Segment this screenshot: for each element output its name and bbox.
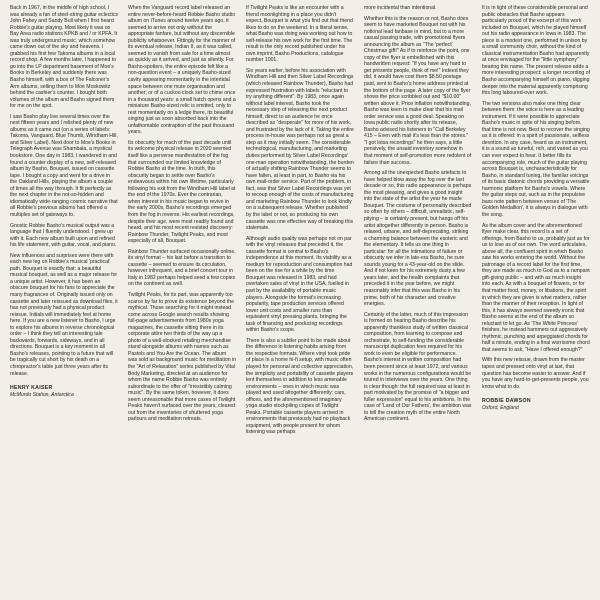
paragraph: Its obscurity for much of the past decade until its welcome physical release in 2020 seemed itself like a perverse manifestation of the fog that surrounded our limited knowledge of Robbie Basho at the time. In truth, this obscurity began to settle over Basho's endeavours within his own lifetime, particularly following his exit from the Windham Hill label at the end of the 1970s. Ever the contrarian, when interest in his music began to revive in the early 2000s, Basho's recordings emerged from the fog in reverse. His earliest recordings, despite their age, were most readily found and heard, and his most recent resisted discovery: Rainbow Thunder, Twilight Peaks, and most especially of all, Bouquet.: [128, 139, 236, 245]
text-column-2: [128, 5, 236, 596]
paragraph: There is also a subtler point to be made about the difference in listening habits arising from the respective formats. Where vinyl took pride of place in a home hi-fi setup, with music often played for personal and collective appreciation, the simplicity and portability of cassette players lent themselves in addition to less amenable environments – ones in which music was played and used altogether differently: cars, offices, and the aforementioned imaginary yoga studio stockpiling copies of Twilight Peaks. Portable cassette players arrived in environments that previously had no playback equipment, with people present for whom listening was perhaps: [246, 337, 354, 436]
paragraph: When the Vanguard record label released an entire never-before-heard Robbie Basho studio album on iTunes around twelve years ago, it seemed to arrive not only without the appropriate fanfare, but without any discernible publicity whatsoever. Fittingly for the manner of its eventual release, Indian II, as it was called, seemed to vanish from sale for a time almost as quickly as it arrived, and just as silently. For Basho-spotters, the entire episode felt like a non-question event – a uniquely Basho-sized cavity appearing momentarily in the intertidal space between one mute organisation and another; or of a cuckoo clock set to chime once in a thousand years: a small hatch opens and a miniature Basho-sized relic is emitted, only to rest momentarily on a ledge there, its beautiful singing just as soon absorbed back into the unfathomable contraption of the past thousand years.: [128, 5, 236, 136]
paragraph: Rainbow Thunder surfaced occasionally online, its vinyl format – his last before a transition to cassette – seemed to ensure its circulation, however infrequent, and a brief concert tour in Italy in 1982 perhaps helped seed a few copies on the continent as well.: [128, 248, 236, 288]
text-column-3: [246, 5, 354, 596]
author-location: McMurdo Station, Antarctica: [10, 392, 74, 399]
paragraph: Whether this is the reason or not, Basho does seem to have marketed Bouquet not with his notional lead fanbase in mind, but to a more casual passing trade, with promotional flyers announcing the album as "The 'perfect' Christmas gift!" As if to reinforce the point, one copy of the flyer is embellished with this handwritten request: "If you have any hard to get presents people, think of me!" Indeed they did, it would have cost them $8.50 postage paid, sent to Basho's home address printed at the bottom of the page. A later copy of the flyer shows the price scribbled out and "$10.00" written above it. Price inflation notwithstanding, Basho was keen to make clear that his mail order service was a good deal. Speaking on Iowa public radio shortly after its release, Basho advised his listeners to "Call Berkeley 415 – Even with mail it's less than the stores." "I got lotsa recordings" he then says, a little pensively, the unsaid inventory somehow in that moment of self-promotion more redolent of failure than success.: [364, 15, 472, 166]
paragraph: Six years earlier, before his association with Windham Hill and then Silver Label Recordings (which released Rainbow Thunder), Basho had expressed frustration with labels "reluctant to try anything different". By 1983, once again without label interest, Basho took the necessary step of releasing the next product himself, direct to an audience he once described as "desperate" for more of his work, and frustrated by the lack of it. Taking the entire process in-house was perhaps not as great a step as it may initially seem. The considerable technological, manufacturing, and marketing duties performed by Silver Label Recordings' one-man operation notwithstanding, the burden of actually shifting Rainbow Thunder seems to have fallen, at least in part, to Basho via his own mail-order service. Part of the problem, in fact, was that Silver Label Recordings was yet to recoup enough of the costs of manufacturing and marketing Rainbow Thunder to look kindly on a subsequent release. Whether published by the label or not, so producing his own cassette was one effective way of breaking this stalemate.: [246, 67, 354, 232]
author-location: Oxford, England: [482, 405, 519, 412]
text-column-5: [482, 5, 590, 596]
paragraph: more incidental than intentional.: [364, 5, 437, 11]
author-name: HENRY KAISER: [10, 385, 53, 392]
text-column-1: [10, 5, 118, 596]
paragraph: Although audio quality was perhaps not on par with the vinyl releases that preceded it, the cassette format is central to Basho's independence at this moment. Its viability as a medium for reproduction and consumption had been on the rise for a while by the time Bouquet was released in 1983, and had overtaken sales of vinyl in the USA, fuelled in part by the availability of portable music players. Alongside the format's increasing popularity, tape production services offered lower unit costs and smaller runs than equivalent vinyl pressing plants, bringing the task of financing and producing recordings within Basho's scope.: [246, 235, 353, 334]
paragraph: Back in 1967, in the middle of high school, I was already a fan of steel-string guitar eclectics John Fahey and Sandy Bull when I first heard Robbie's guitar playing. Most likely it was on Bay Area radio stations KPKB and / or KPFA. It was truly underground music, which somehow came down out of the sky and heavens. I grabbed his first few Takoma albums in a local record shop. A few months later, I happened to go into the LP department basement of Moe's Books in Berkeley and suddenly there was Basho himself, with a box of The Falconer's Arm albums, selling them to Moe Moskowitz behind the cashier's counter. I bought both volumes of the album and Basho signed them for me on the spot.: [10, 5, 118, 110]
paragraph: New influences and surprises were there with each new leg on Robbie's musical 'practical' path. Bouquet is exactly that: a beautiful musical bouquet, as well as a major release for a unique artist. However, it has been an obscure bouquet for his fans to appreciate the many fragrances of. Originally issued only on cassette and later reissued as download files, it has not previously had a physical product reissue. Initials will immediately feel at home here. If you are a new listener to Basho, I urge to explore his albums in reverse chronological order – I think they tell an interesting tale backwards, forwards, sideways, and in all directions. Bouquet is a key moment in all Basho's releases, pointing to a future that will be tragically cut short by his death on a chiropractor's table just three years after its release.: [10, 252, 118, 377]
author-signature: [482, 398, 590, 411]
author-name: ROBBIE DAWSON: [482, 398, 531, 405]
paragraph: Certainly of the latter, much of this impression is formed on hearing Basho describe his apparently thankless study of written classical composition, from learning to compose and orchestrate, to self-funding the considerable manuscript duplication fees required for his work to even be eligible for performance. Basho's interest in written composition had been present since at least 1972, and various works in the numerous configurations would be toured in interviews over the years. One thing is clear though: the full required was at least in part motivated by the promise of "a bigger and fuller expression" equal to his ambitions. In the case of 'Land of Our Fathers', the ambition was to tell the creation myth of the entire North American continent.: [364, 311, 472, 423]
paragraph: As the album cover and the aforementioned flyer make clear, this record is a set of offerings, from Basho to us, probably just as for us to love as of our own. The word articulates, above all, the confluent spirit in which Basho saw his works entering the world. Without the patronage of a record label for the first time, they are made as much to God as to a rampant gift-giving public – and with as much insight into each. As with a bouquet of flowers, or for that matter food, money, or libations, the spirit in which they are given is what matters, rather than the manner of their reception. In light of this, it has always seemed sweetly ironic that Basho seems at the end of the album so reluctant to let go. As 'The White Princess' finishes, he instead hammers out aggressively rhythmic, punching and arpeggiated chords for half a minute, ending in a final worrisome chord that seems to ask, "Have I offered enough?": [482, 222, 590, 353]
paragraph: The two versions also make one thing clear between them: the voice is here as a leading instrument. If it were possible to appreciate Basho's music in spite of his singing before, that time is not now. Best to recover the singing as it is offered: in a spirit of passionate, selfless devotion. In any case, heard as an instrument, it is a sound as tuneful, rich, and varied as you can ever expect to hear. It better fills its accompanying role, much of the guitar playing across Bouquet is, uncharacteristically for Basho, in standard tuning, the familiar voicings of its basic diatonic chords providing a versatile harmonic platform for Basho's vowels. Where the guitar steps out, such as in the propulsive bass note pattern between verses of 'The Golden Medallion', it is always in dialogue with the song.: [482, 100, 590, 218]
paragraph: Among all the unexpected Basho artefacts to have helped blow away the fog over the last decade or so, this radio appearance is perhaps the most pleasing, and gives a good insight into the state of the artist the year he made Bouquet. The costume of personality described so often by others – difficult, unrealistic, self-pitying – is certainly present, but hangs off his artist altogether differently in person. Basho is relaxed, urbane, and self-deprecating, striking a charming balance between the esoteric and the elementary. It tells us one thing in particular: for all the intimations of failure or obscurity we infer in late-era Basho, he sure sounds young for a 43-year-old on the slide. And if not keen for his extremely dusty a few years later, and the health complaints that preceded it in the year before, we might reasonably infer that this was Basho in his prime, both of his character and creative energies.: [364, 170, 472, 308]
paragraph: I saw Basho play live several times over the next fifteen years and I relished plenty of new albums as it came out (on a series of labels: Takoma, Vanguard, Blue Thumb, Windham Hill, and Silver Label). Next door to Moe's Books in Telegraph Avenue was Shambala, a mystical bookstore. One day in 1983, I wandered in and found a counter display of a new, self-released album by Basho, Bouquet, issued on cassette tape. I bought a copy and went for a drive in the Oakland Hills, playing the album a couple of times all the way through. It fit perfectly as the next chapter in the not-so-hidden and idiomatically wide-ranging cosmic narrative that all Robbie's previous albums had offered a multiplex set of gateways to.: [10, 113, 118, 218]
paragraph: If Twilight Peaks is like an encounter with a friend moonlighting in a place you didn't expect, Bouquet is what you find out that friend likes to do on the weekend. In a literal sense, what Basho was doing was working out how to self-release his own work for the first time. The result is the only record published under his own imprint, Basho Productions, catalogue number 1001.: [246, 5, 353, 64]
paragraph: It is in light of these considerable personal and public obstacles that Basho appears particularly proud of the excerpt of this work included on Bouquet, which he played himself out his radio appearance in lowa in 1983. The piece is a modest one, performed in unison by a small community choir, without the kind of classical instrumentation Basho had apparently at once envisaged for the "little symphony" bearing this name. The present release adds a more interesting prospect: a longer recording of Basho accompanying himself on piano, digging deeper into the material apparently comprising this long laboured-over work.: [482, 5, 590, 97]
paragraph: Gnostic Robbie Basho's musical output was a language that I fluently understood. I grew up with it. Each new album built upon and refined his life statement, with guitar, vocal, and piano.: [10, 222, 117, 249]
paragraph: Twilight Peaks, for its part, was apparently too scarce by far to prove its existence beyond the mythical. Those searching for it might instead come across Google search results showing full-page advertisements from 1980s yoga magazines, the cassette sitting there in its corporate attire two thirds of the way up a photo of a well-stocked retailing merchandise stand alongside albums with names such as Pastels and You Are the Ocean. The album was sold as background music for meditation in the "Art of Relaxation" series published by Vital Body Marketing, directed at an audience for whom the name Robbie Basho was entirely subordinate to the offer of "irresistibly calming music". By the same token, however, it does seem unreasonable that more cases of Twilight Peaks haven't surfaced over the years, cleared out from the inventories of shuttered yoga parlours and meditation retreats.: [128, 291, 236, 423]
text-column-4: [364, 5, 472, 596]
paragraph: With this new reissue, drawn from the master tapes and pressed onto vinyl at last, that question has become easier to answer. And if you have any hard-to-get-presents people, you know what to do.: [482, 357, 589, 390]
author-signature: [10, 385, 118, 398]
